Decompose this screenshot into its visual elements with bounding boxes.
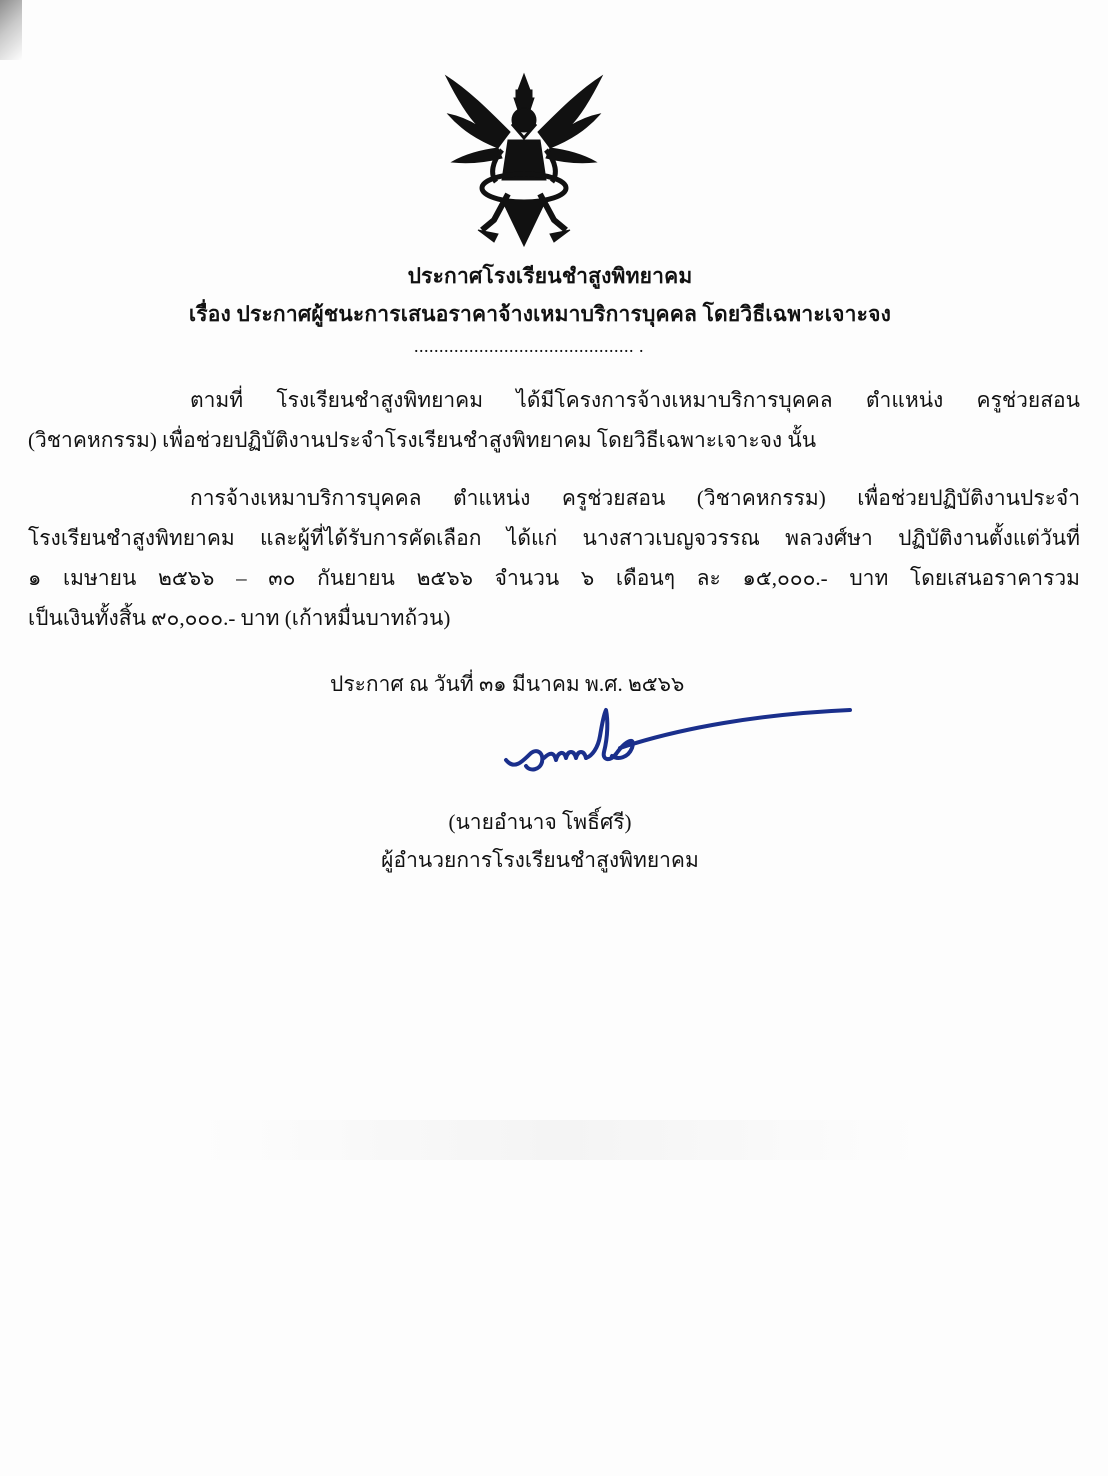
- garuda-emblem-icon: [438, 70, 610, 250]
- signer-title: ผู้อำนวยการโรงเรียนชำสูงพิทยาคม: [381, 848, 699, 872]
- paragraph-line: ตามที่ โรงเรียนชำสูงพิทยาคม ได้มีโครงการจ้างเหมาบริการบุคคล ตำแหน่ง ครูช่วยสอน: [190, 388, 1080, 412]
- paragraph-line: เป็นเงินทั้งสิ้น ๙๐,๐๐๐.- บาท (เก้าหมื่นบาทถ้วน): [28, 606, 451, 630]
- paragraph-line: โรงเรียนชำสูงพิทยาคม และผู้ที่ได้รับการคัดเลือก ได้แก่ นางสาวเบญจวรรณ พลวงศ์ษา ปฏิบัติงานตั้งแต่วันที่: [28, 526, 1080, 550]
- paragraph-project: [28, 380, 1080, 460]
- signer-name: (นายอำนาจ โพธิ์ศรี): [448, 810, 632, 834]
- handwritten-signature: [500, 700, 860, 790]
- paragraph-line: การจ้างเหมาบริการบุคคล ตำแหน่ง ครูช่วยสอน (วิชาคหกรรม) เพื่อช่วยปฏิบัติงานประจำ: [190, 486, 1080, 510]
- paragraph-winner: [28, 478, 1080, 638]
- heading-divider: ............................................ .: [414, 336, 644, 356]
- document-heading: ประกาศโรงเรียนชำสูงพิทยาคม: [407, 264, 693, 288]
- announcement-date: ประกาศ ณ วันที่ ๓๑ มีนาคม พ.ศ. ๒๕๖๖: [330, 672, 685, 696]
- paragraph-line: ๑ เมษายน ๒๕๖๖ – ๓๐ กันยายน ๒๕๖๖ จำนวน ๖ เดือนๆ ละ ๑๕,๐๐๐.- บาท โดยเสนอราคารวม: [28, 566, 1080, 590]
- paragraph-line: (วิชาคหกรรม) เพื่อช่วยปฏิบัติงานประจำโรงเรียนชำสูงพิทยาคม โดยวิธีเฉพาะเจาะจง นั้น: [28, 428, 817, 452]
- scan-edge-shadow: [0, 0, 22, 60]
- document-subject: เรื่อง ประกาศผู้ชนะการเสนอราคาจ้างเหมาบริการบุคคล โดยวิธีเฉพาะเจาะจง: [188, 302, 892, 326]
- bleed-through-shadow: [200, 1120, 920, 1160]
